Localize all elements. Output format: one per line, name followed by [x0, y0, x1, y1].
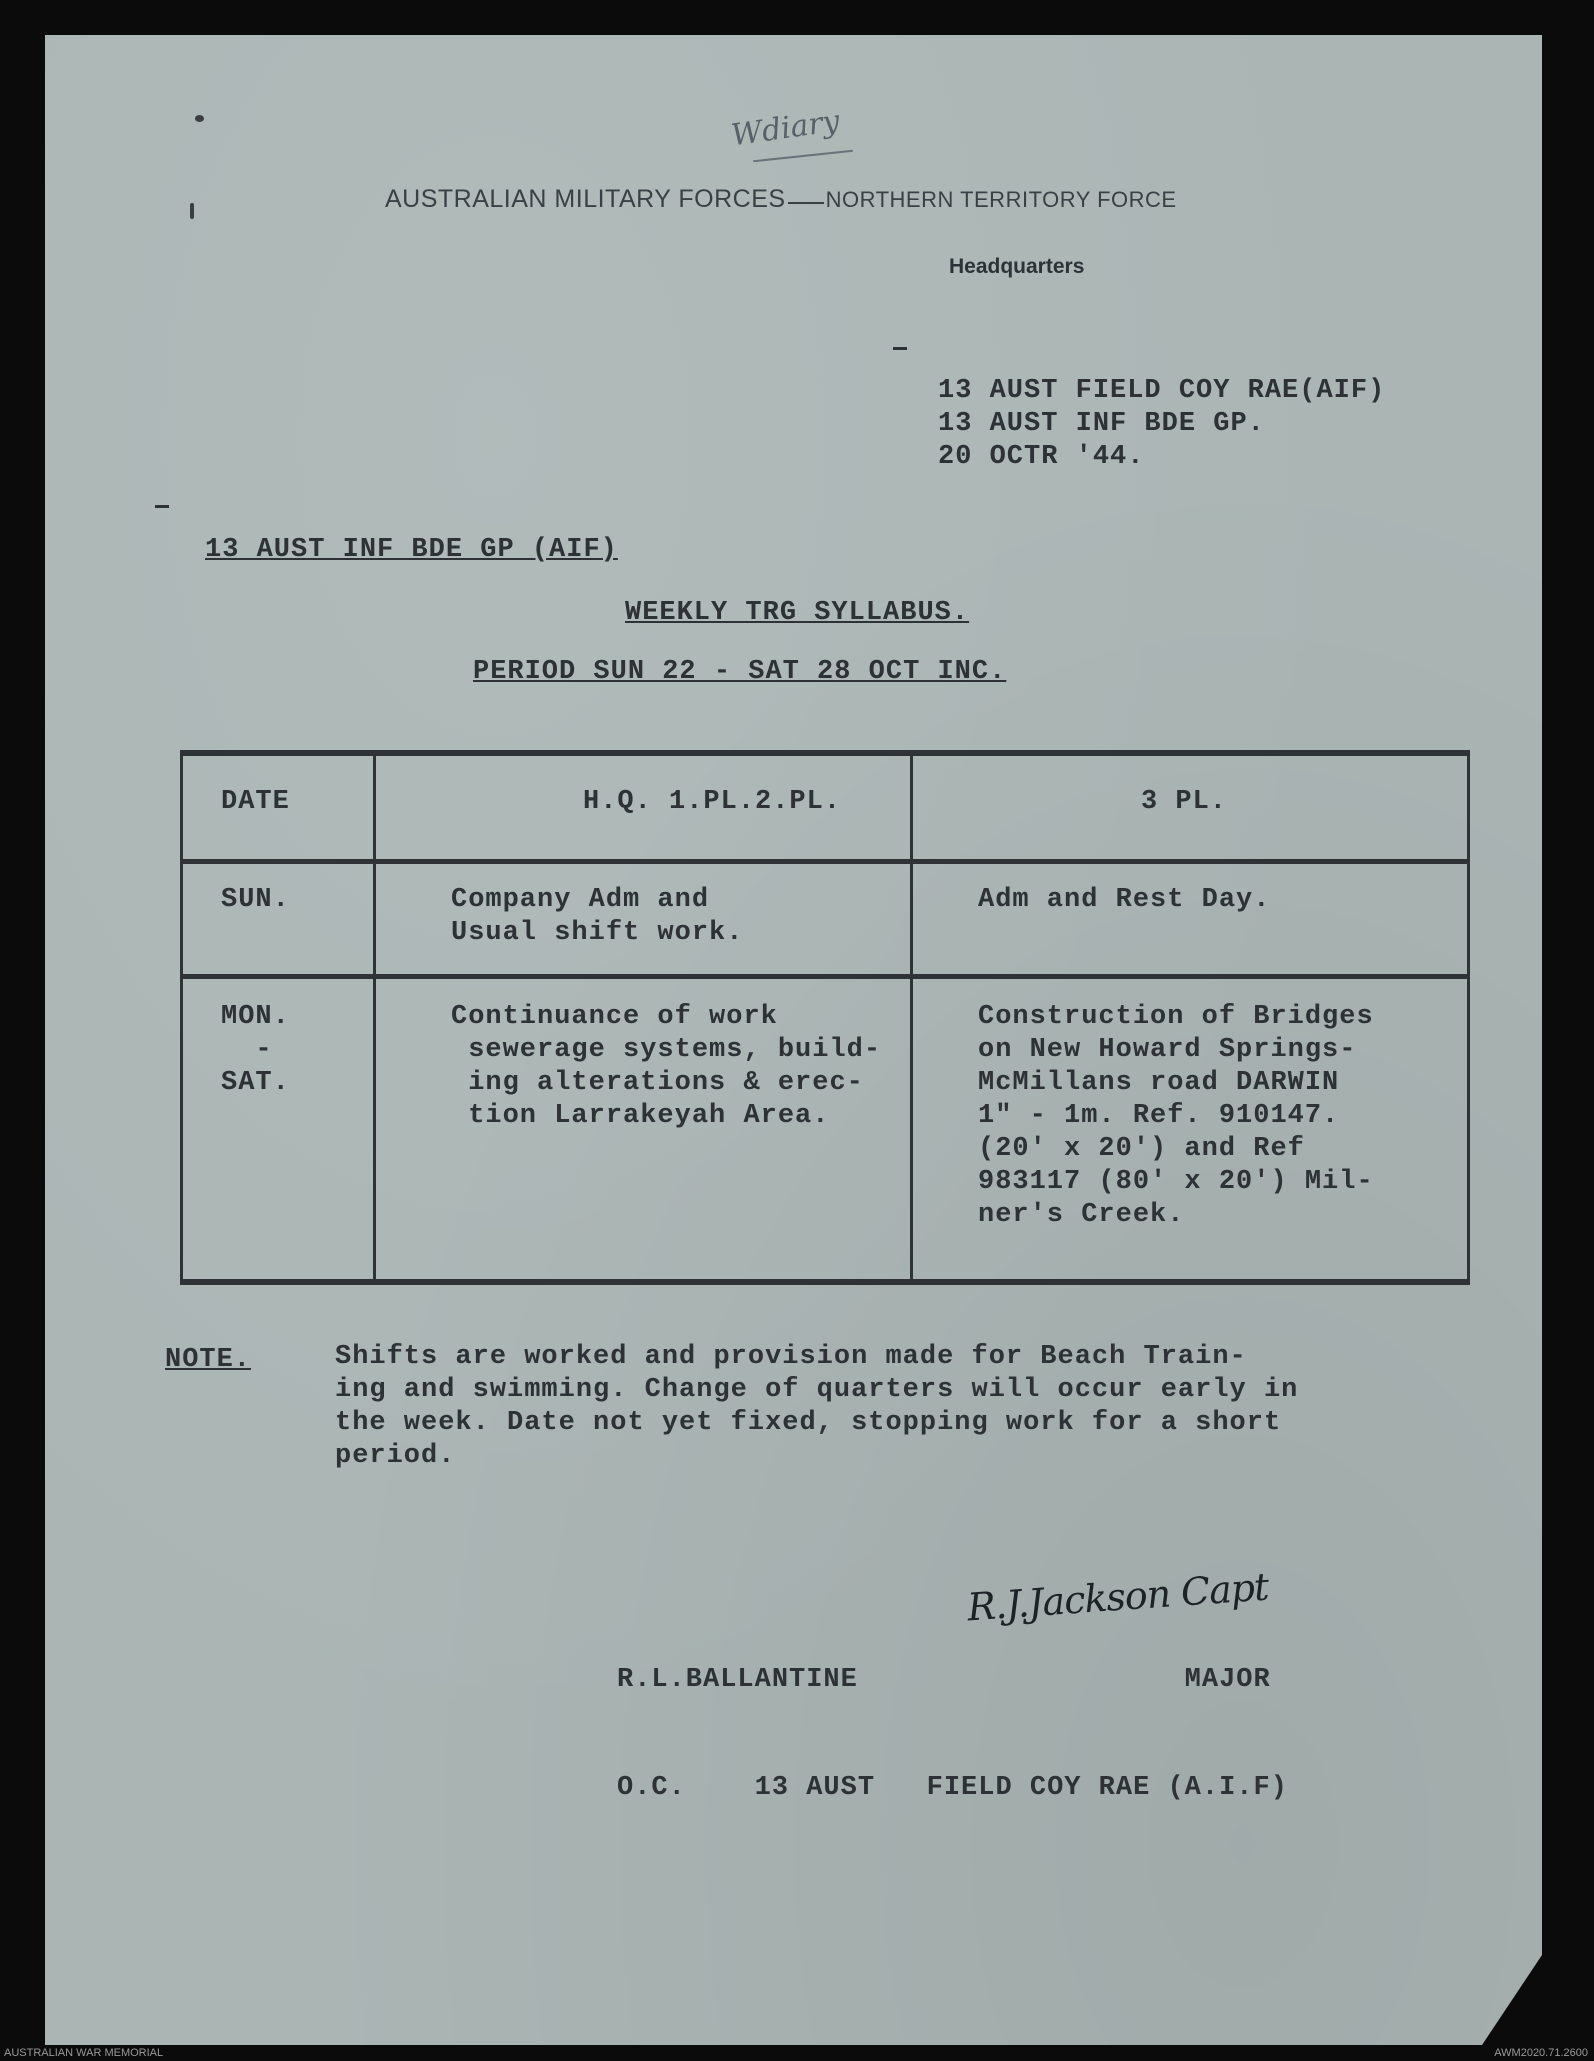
letterhead-office: Headquarters — [949, 255, 1085, 278]
period-line: PERIOD SUN 22 - SAT 28 OCT INC. — [473, 657, 1007, 687]
punch-mark — [195, 115, 204, 122]
from-date: 20 OCTR '44. — [938, 442, 1145, 472]
dash-mark — [155, 505, 169, 508]
row-3pl: Construction of Bridges on New Howard Springs- McMillans road DARWIN 1" - 1m. Ref. 910147. (20' x 20') and Ref 983117 (80' x 20') Mil- ner's Creek. — [978, 1002, 1374, 1230]
signatory-title: O.C. 13 AUST FIELD COY RAE (A.I.F) — [617, 1773, 1288, 1803]
from-formation: 13 AUST INF BDE GP. — [938, 409, 1265, 439]
handwritten-annotation: Wdiary — [729, 103, 842, 154]
punch-mark — [190, 203, 194, 219]
letterhead-dash — [788, 202, 824, 204]
header-hq: H.Q. 1.PL.2.PL. — [583, 787, 842, 817]
archive-label: AUSTRALIAN WAR MEMORIAL — [4, 2047, 164, 2059]
row-hq: Continuance of work sewerage systems, build- ing alterations & erec- tion Larrakeyah Area. — [451, 1002, 882, 1131]
document-title: WEEKLY TRG SYLLABUS. — [625, 598, 970, 628]
letterhead-main: AUSTRALIAN MILITARY FORCES — [385, 185, 786, 213]
handwritten-signature: R.J.Jackson Capt — [965, 1564, 1270, 1630]
header-3pl: 3 PL. — [1141, 787, 1228, 817]
signatory-name: R.L.BALLANTINE MAJOR — [617, 1665, 1271, 1695]
from-block — [938, 375, 1385, 474]
note-text: Shifts are worked and provision made for Beach Train- ing and swimming. Change of quarters will occur early in the week. Date not yet fixed, stopping work for a short period. — [335, 1342, 1299, 1471]
note-label: NOTE. — [165, 1345, 252, 1375]
letterhead — [385, 185, 1177, 214]
dash-mark — [893, 347, 907, 350]
letterhead-sub: NORTHERN TERRITORY FORCE — [825, 187, 1177, 212]
addressee: 13 AUST INF BDE GP (AIF) — [205, 535, 618, 565]
row-3pl: Adm and Rest Day. — [978, 885, 1271, 915]
header-date: DATE — [221, 787, 290, 817]
row-divider — [183, 859, 1467, 864]
archive-reference: AWM2020.71.2600 — [1494, 2047, 1588, 2059]
handwritten-underline — [753, 150, 853, 162]
column-divider — [910, 756, 913, 1279]
document-page — [45, 35, 1542, 2045]
syllabus-table — [180, 750, 1470, 1285]
column-divider — [373, 756, 376, 1279]
from-unit: 13 AUST FIELD COY RAE(AIF) — [938, 376, 1386, 406]
row-date: MON. - SAT. — [221, 1002, 290, 1098]
row-divider — [183, 974, 1467, 979]
row-hq: Company Adm and Usual shift work. — [451, 885, 744, 948]
signature-block — [617, 1590, 1288, 1878]
row-date: SUN. — [221, 885, 290, 915]
torn-corner — [1482, 1955, 1542, 2045]
